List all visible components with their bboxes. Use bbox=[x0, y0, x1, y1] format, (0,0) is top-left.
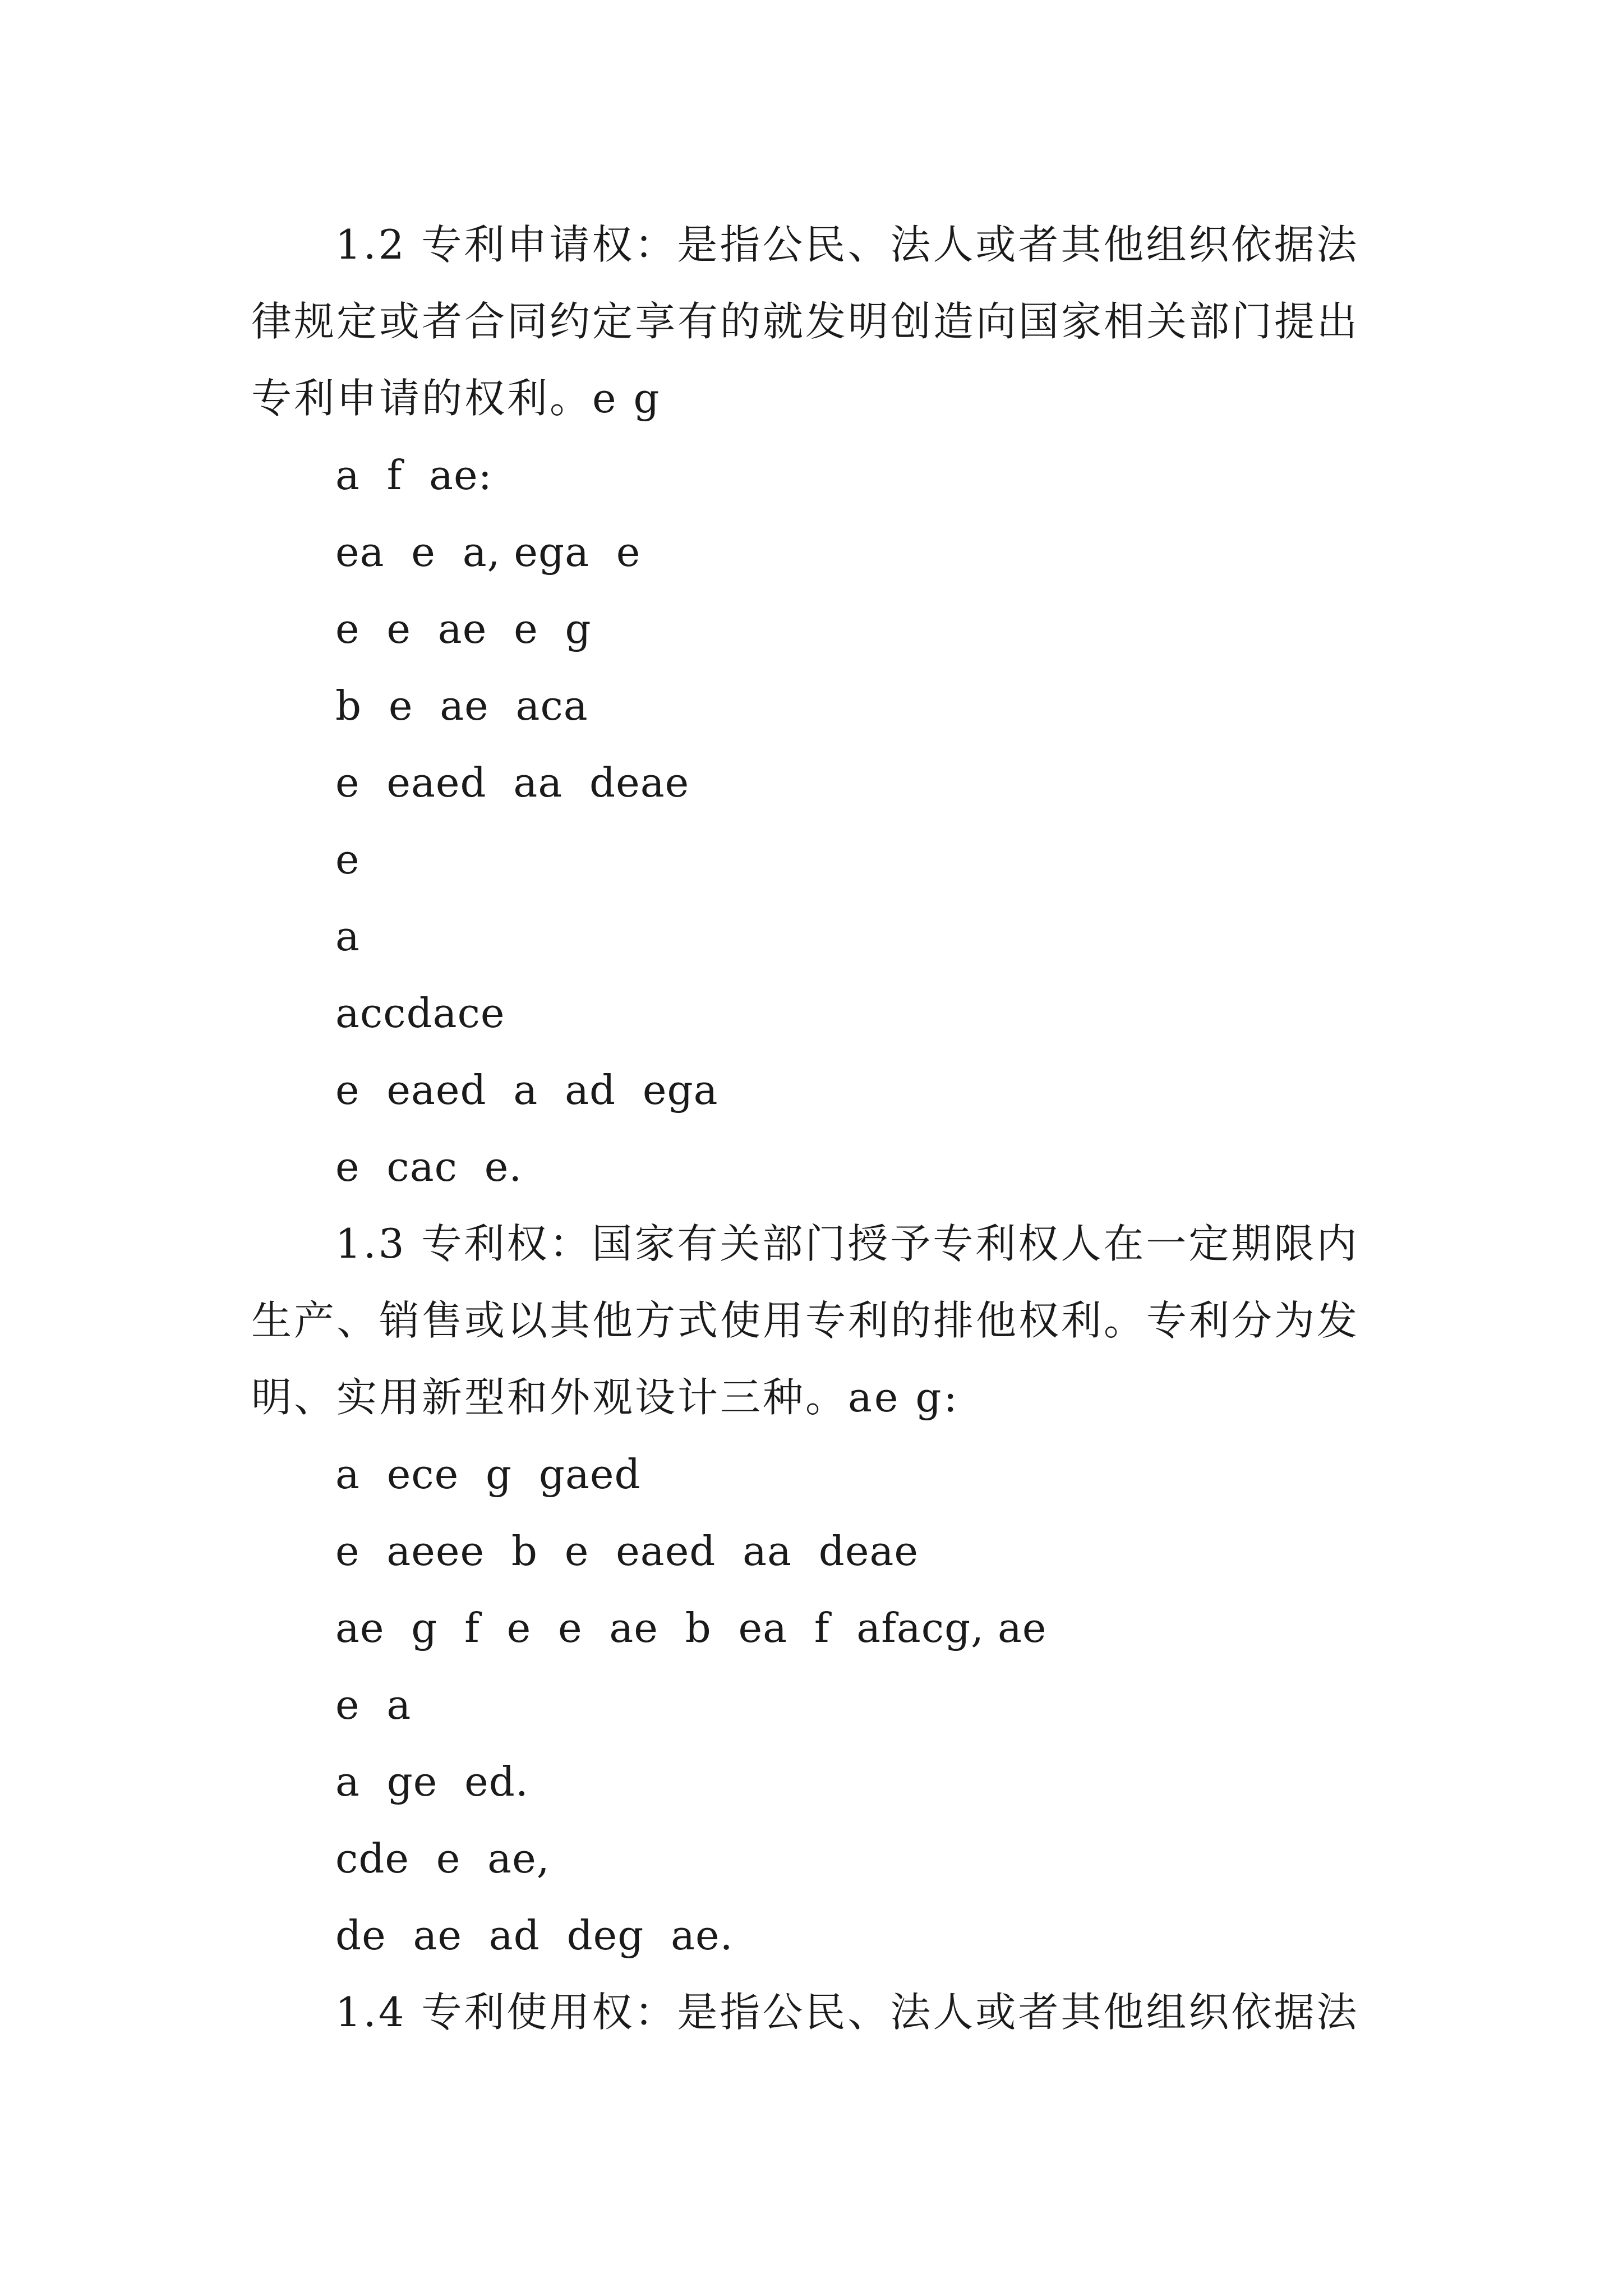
text-line: e a bbox=[335, 1681, 412, 1728]
text-line: e aeee b e eaed aa deae bbox=[335, 1527, 919, 1575]
text-line: a ece g gaed bbox=[335, 1451, 641, 1498]
text-line: a bbox=[335, 913, 360, 960]
section-1-4-paragraph: 1.4 专利使用权：是指公民、法人或者其他组织依据法 bbox=[335, 1989, 1359, 2036]
text-line: de ae ad deg ae. bbox=[335, 1912, 734, 1959]
text-line: e bbox=[335, 836, 360, 883]
text-line: e e ae e g bbox=[335, 605, 592, 652]
text-line: ea e a, ega e bbox=[335, 528, 641, 576]
text-line: a f ae: bbox=[335, 452, 492, 499]
text-line: b e ae aca bbox=[335, 682, 588, 729]
text-line: a ge ed. bbox=[335, 1758, 529, 1805]
text-line: ae g f e e ae b ea f afacg, ae bbox=[335, 1604, 1047, 1651]
document-body bbox=[251, 206, 1390, 2051]
text-line: e cac e. bbox=[335, 1143, 523, 1190]
text-line: accdace bbox=[335, 990, 505, 1037]
text-line: e eaed aa deae bbox=[335, 759, 690, 806]
text-line: cde e ae, bbox=[335, 1835, 550, 1882]
section-1-3-paragraph: 1.3 专利权：国家有关部门授予专利权人在一定期限内生产、销售或以其他方式使用专利的排他权利。专利分为发明、实用新型和外观设计三种。ae g: bbox=[251, 1220, 1360, 1421]
text-line: e eaed a ad ega bbox=[335, 1066, 718, 1114]
section-1-2-paragraph: 1.2 专利申请权：是指公民、法人或者其他组织依据法律规定或者合同约定享有的就发明创造向国家相关部门提出专利申请的权利。e g bbox=[251, 221, 1360, 422]
